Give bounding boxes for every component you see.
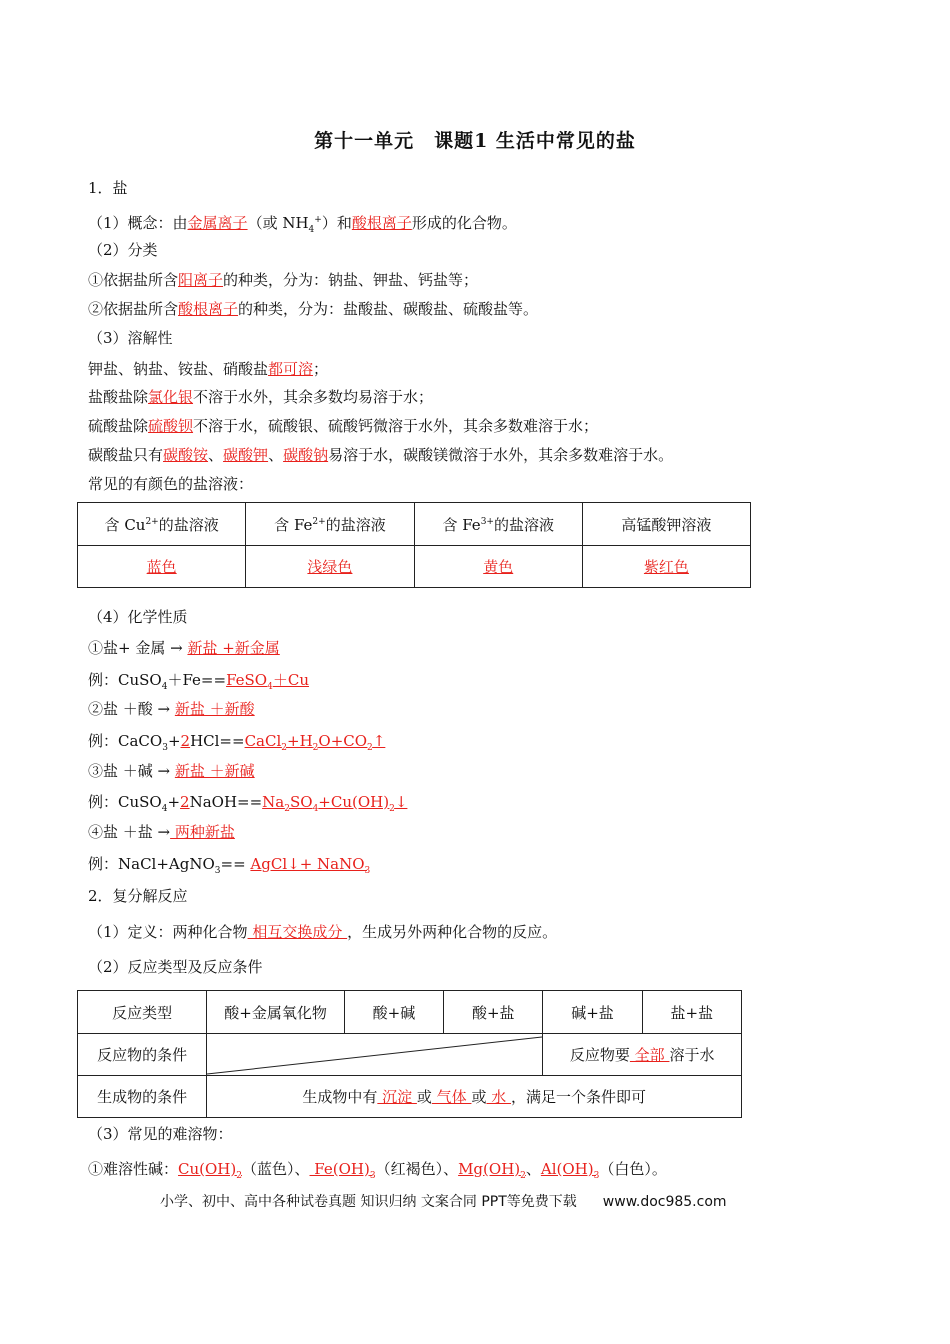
diagonal-cell [207, 1034, 543, 1076]
solubility-heading: （3）溶解性 [88, 329, 173, 347]
blank-acid-radical: 酸根离子 [351, 214, 412, 232]
solubility-line-3: 硫酸盐除硫酸钡不溶于水，硫酸银、硫酸钙微溶于水外，其余多数难溶于水； [88, 417, 599, 435]
table-header-cell: 高锰酸钾溶液 [582, 503, 750, 546]
reactant-condition-cell: 反应物要 全部 溶于水 [543, 1034, 742, 1076]
example-3: 例：$CuSO_4+2NaOH==Na_2SO_4+Cu(OH)_2↓$ [88, 793, 408, 814]
table-header-cell: 含 $Fe^{3+}$的盐溶液 [414, 503, 582, 546]
table-row-label: 反应物的条件 [78, 1034, 207, 1076]
table-row-label: 生成物的条件 [78, 1076, 207, 1118]
table-header-cell: 酸+金属氧化物 [207, 991, 344, 1034]
insoluble-heading: （3）常见的难溶物： [88, 1125, 233, 1143]
definition-line: （1）定义：两种化合物 相互交换成分 ，生成另外两种化合物的反应。 [88, 923, 558, 941]
table-cell: 浅绿色 [246, 546, 414, 588]
chem-props-heading: （4）化学性质 [88, 608, 188, 626]
table-cell: 蓝色 [78, 546, 246, 588]
solubility-line-4: 碳酸盐只有碳酸铵、碳酸钾、碳酸钠易溶于水，碳酸镁微溶于水外，其余多数难溶于水。 [88, 446, 674, 464]
chem-prop-1: ①盐+ 金属 → 新盐 +新金属 [88, 639, 280, 657]
blank-cation: 阳离子 [178, 271, 224, 289]
table-header-cell: 酸+盐 [444, 991, 543, 1034]
table-header-cell: 含 $Fe^{2+}$的盐溶液 [246, 503, 414, 546]
table-header-cell: 反应类型 [78, 991, 207, 1034]
page-title: 第十一单元 课题1 生活中常见的盐 [314, 130, 636, 152]
example-4: 例：NaCl+AgNO$_3$== AgCl↓+ NaNO$_3$ [88, 855, 371, 876]
example-1: 例：CuSO$_4$＋Fe==FeSO$_4$＋Cu [88, 671, 309, 692]
section-2-heading: 2．复分解反应 [88, 887, 188, 905]
chem-prop-4: ④盐 ＋盐 → 两种新盐 [88, 823, 235, 841]
reaction-condition-table [77, 990, 742, 1118]
table-cell: 黄色 [414, 546, 582, 588]
table-header-cell: 酸+碱 [344, 991, 443, 1034]
table-cell: 紫红色 [582, 546, 750, 588]
section-1-heading: 1．盐 [88, 179, 128, 197]
blank-metal-ion: 金属离子 [187, 214, 248, 232]
solubility-line-1: 钾盐、钠盐、铵盐、硝酸盐都可溶； [88, 360, 329, 378]
classify-heading: （2）分类 [88, 241, 158, 259]
table-header-cell: 含 $Cu^{2+}$的盐溶液 [78, 503, 246, 546]
footer-url[interactable]: www.doc985.com [602, 1194, 727, 1210]
blank-anion: 酸根离子 [178, 300, 239, 318]
footer-text: 小学、初中、高中各种试卷真题 知识归纳 文案合同 PPT等免费下载 [160, 1194, 577, 1210]
colored-solutions-heading: 常见的有颜色的盐溶液： [88, 475, 254, 493]
chem-prop-2: ②盐 ＋酸 → 新盐 ＋新酸 [88, 700, 255, 718]
table-header-cell: 盐+盐 [642, 991, 741, 1034]
table-header-cell: 碱+盐 [543, 991, 642, 1034]
solubility-line-2: 盐酸盐除氯化银不溶于水外，其余多数均易溶于水； [88, 388, 434, 406]
colored-solution-table [77, 502, 751, 588]
product-condition-cell: 生成物中有 沉淀 或 气体 或 水 ，满足一个条件即可 [207, 1076, 742, 1118]
classify-line-1: ①依据盐所含阳离子的种类，分为：钠盐、钾盐、钙盐等； [88, 271, 479, 289]
concept-line: （1）概念：由金属离子（或 $NH_4^+$）和酸根离子形成的化合物。 [88, 214, 517, 235]
chem-prop-3: ③盐 ＋碱 → 新盐 ＋新碱 [88, 762, 255, 780]
example-2: 例：$CaCO_3+2HCl==CaCl_2+H_2O+CO_2↑$ [88, 732, 386, 753]
classify-line-2: ②依据盐所含酸根离子的种类，分为：盐酸盐、碳酸盐、硫酸盐等。 [88, 300, 539, 318]
insoluble-bases-line: ①难溶性碱：$Cu(OH)_2$（蓝色）、 $Fe(OH)_3$（红褐色）、$Mg(OH)_2$、$Al(OH)_3$（白色）。 [88, 1160, 667, 1181]
footer [160, 1191, 727, 1211]
reaction-types-heading: （2）反应类型及反应条件 [88, 958, 263, 976]
diagonal-line [207, 1034, 542, 1076]
